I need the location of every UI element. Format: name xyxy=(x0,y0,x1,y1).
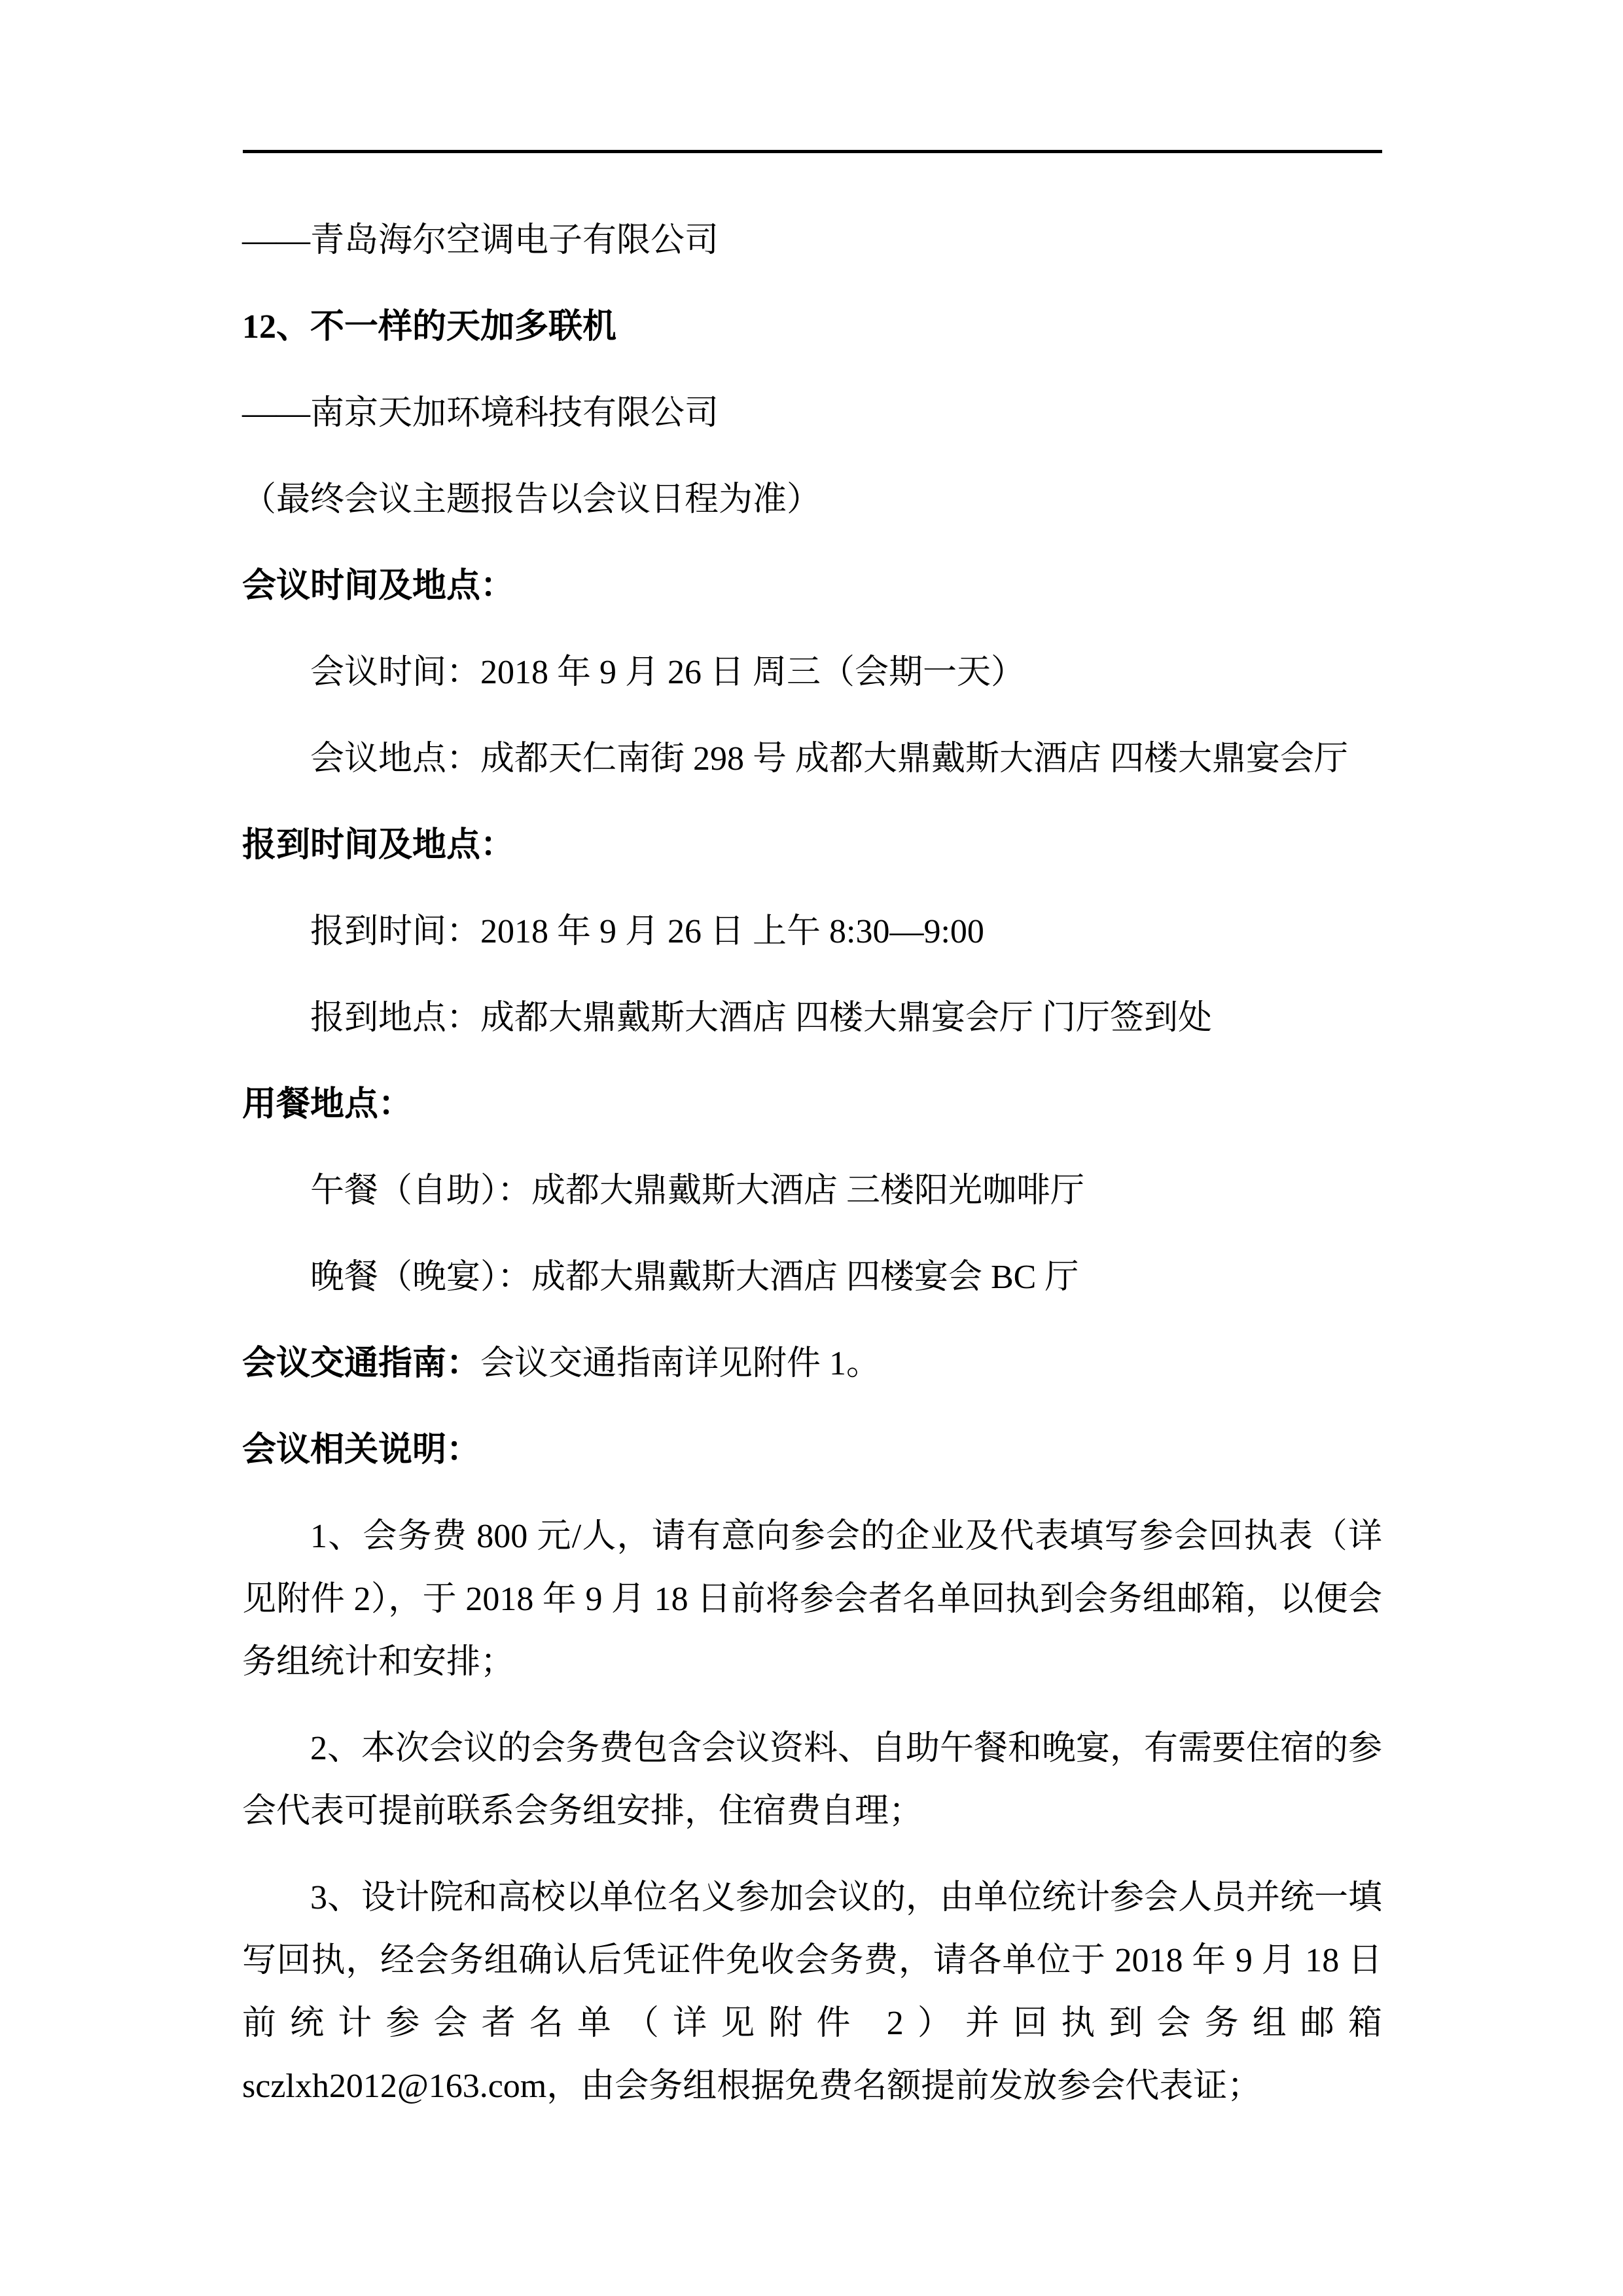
meeting-time-place-heading-run-0: 会议时间及地点： xyxy=(242,567,515,605)
note-item-3 xyxy=(242,1867,1382,2118)
agenda-disclaimer-note xyxy=(242,469,1382,531)
agenda-disclaimer-note-run-0: （最终会议主题报告以会议日程为准） xyxy=(242,481,821,518)
checkin-time-line xyxy=(242,901,1382,963)
note-item-2 xyxy=(242,1717,1382,1843)
meeting-time-line xyxy=(242,641,1382,704)
traffic-guide-line-run-1: 会议交通指南详见附件 1。 xyxy=(480,1345,881,1382)
dinner-line xyxy=(242,1246,1382,1309)
checkin-time-place-heading xyxy=(242,814,1382,877)
checkin-place-line-run-0: 报到地点：成都大鼎戴斯大酒店 四楼大鼎宴会厅 门厅签到处 xyxy=(310,999,1213,1037)
note-item-1-run-0: 1、会务费 800 元/人，请有意向参会的企业及代表填写参会回执表（详见附件 2），于 2018 年 9 月 18 日前将参会者名单回执到会务组邮箱，以便会务组统计和安排； xyxy=(242,1518,1382,1681)
dining-place-heading xyxy=(242,1073,1382,1136)
meeting-time-line-run-0: 会议时间：2018 年 9 月 26 日 周三（会期一天） xyxy=(310,654,1026,691)
note-item-3-run-0: 3、设计院和高校以单位名义参加会议的，由单位统计参会人员并统一填写回执，经会务组确认后凭证件免收会务费，请各单位于 2018 年 9 月 18 日前统计参会者名单（详见附件 2）并回执到会务组邮箱 sczlxh2012@163.com，由会务组根据免费名额提前发放参会代表证； xyxy=(242,1879,1383,2105)
note-item-2-run-0: 2、本次会议的会务费包含会议资料、自助午餐和晚宴，有需要住宿的参会代表可提前联系会务组安排，住宿费自理； xyxy=(242,1730,1383,1830)
meeting-place-line xyxy=(242,728,1382,791)
meeting-place-line-run-0: 会议地点：成都天仁南街 298 号 成都大鼎戴斯大酒店 四楼大鼎宴会厅 xyxy=(310,740,1349,778)
lunch-line xyxy=(242,1160,1382,1223)
meeting-time-place-heading xyxy=(242,555,1382,618)
note-item-1 xyxy=(242,1505,1382,1694)
topic-12-heading-run-0: 12、不一样的天加多联机 xyxy=(242,308,617,346)
attribution-nanjing-tica xyxy=(242,382,1382,445)
dinner-line-run-0: 晚餐（晚宴）：成都大鼎戴斯大酒店 四楼宴会 BC 厅 xyxy=(310,1259,1079,1296)
checkin-place-line xyxy=(242,987,1382,1050)
traffic-guide-line-run-0: 会议交通指南： xyxy=(242,1345,481,1382)
meeting-notes-heading-run-0: 会议相关说明： xyxy=(242,1431,481,1469)
meeting-notes-heading xyxy=(242,1419,1382,1482)
attribution-qingdao-haier-run-0: ——青岛海尔空调电子有限公司 xyxy=(242,222,719,259)
page-header-rule xyxy=(243,150,1382,153)
topic-12-heading xyxy=(242,296,1382,359)
attribution-nanjing-tica-run-0: ——南京天加环境科技有限公司 xyxy=(242,395,719,432)
document-body xyxy=(242,209,1382,2142)
checkin-time-line-run-0: 报到时间：2018 年 9 月 26 日 上午 8:30—9:00 xyxy=(310,913,984,950)
dining-place-heading-run-0: 用餐地点： xyxy=(242,1086,413,1123)
attribution-qingdao-haier xyxy=(242,209,1382,272)
traffic-guide-line xyxy=(242,1333,1382,1395)
lunch-line-run-0: 午餐（自助）：成都大鼎戴斯大酒店 三楼阳光咖啡厅 xyxy=(310,1172,1085,1210)
checkin-time-place-heading-run-0: 报到时间及地点： xyxy=(242,827,515,864)
